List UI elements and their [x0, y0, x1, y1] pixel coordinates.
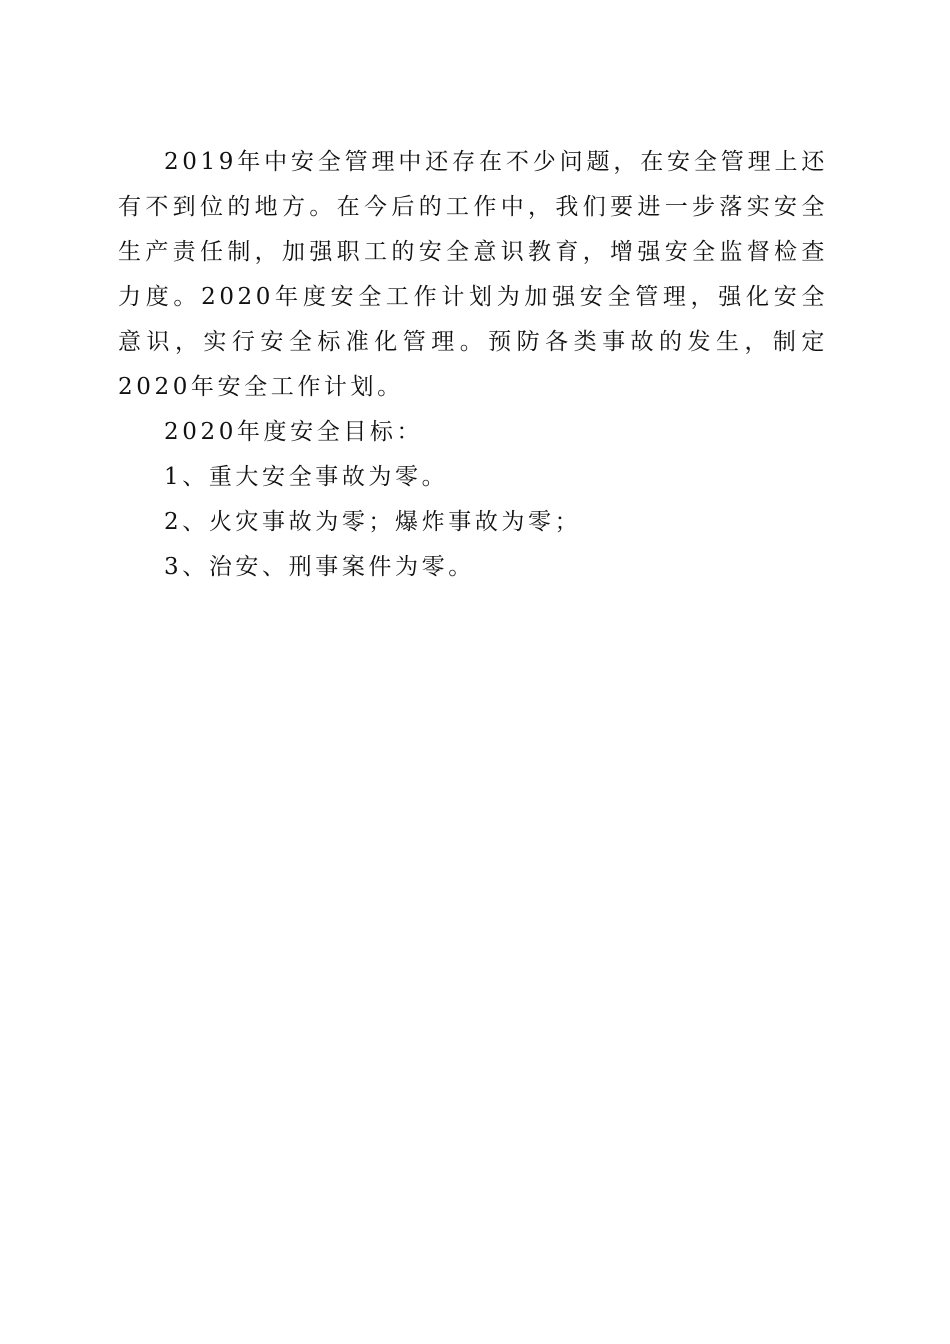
document-body: [118, 140, 828, 590]
goal-item-1: 1、重大安全事故为零。: [164, 464, 449, 490]
goal-item-2: 2、火灾事故为零；爆炸事故为零；: [164, 509, 582, 535]
goal-item-3: 3、治安、刑事案件为零。: [164, 554, 475, 580]
intro-paragraph: 2019年中安全管理中还存在不少问题，在安全管理上还有不到位的地方。在今后的工作中，我们要进一步落实安全生产责任制，加强职工的安全意识教育，增强安全监督检查力度。2020年度安全工作计划为加强安全管理，强化安全意识，实行安全标准化管理。预防各类事故的发生，制定2020年安全工作计划。: [118, 149, 828, 400]
goals-heading: 2020年度安全目标：: [164, 419, 424, 445]
